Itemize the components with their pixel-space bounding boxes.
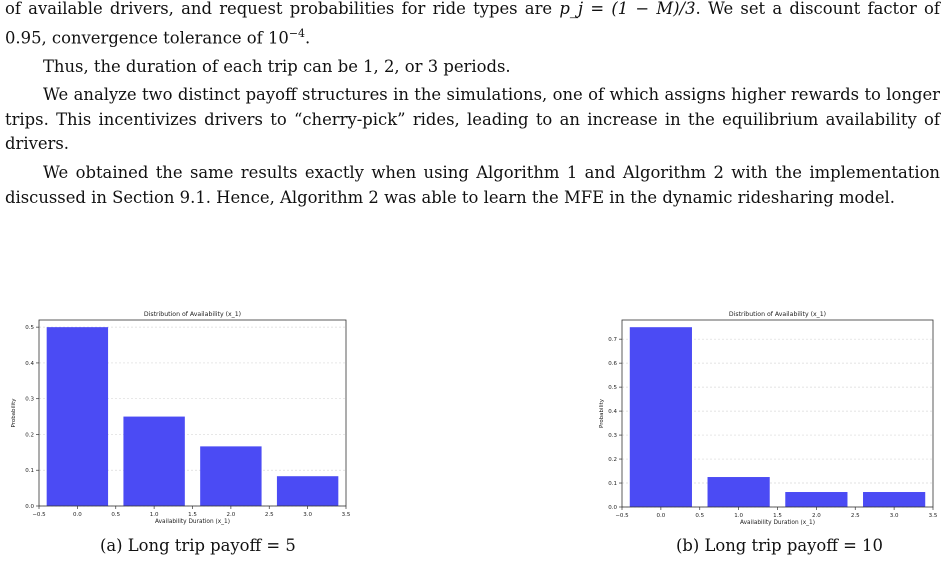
figure-a — [5, 306, 355, 532]
y-tick-label: 0.2 — [608, 457, 617, 464]
y-tick-label: 0.4 — [25, 360, 34, 367]
x-tick-label: 0.5 — [695, 513, 705, 519]
figure-a-caption: (a) Long trip payoff = 5 — [100, 536, 296, 555]
x-tick-label: 3.0 — [889, 513, 899, 519]
p1-text: of available drivers, and request probabilities for ride types are — [5, 0, 560, 18]
chart-title: Distribution of Availability (x_1) — [728, 311, 827, 318]
p1-tol-base: 10 — [267, 28, 289, 48]
p1-tol-exp: −4 — [288, 26, 306, 40]
x-tick-label: 3.5 — [341, 512, 351, 518]
paragraph-3: We analyze two distinct payoff structures in the simulations, one of which assigns higher rewards to longer trips. This incentivizes drivers to “cherry-pick” rides, leading to an increase in the equilibrium availability of drivers. — [5, 85, 940, 154]
figure-b-caption: (b) Long trip payoff = 10 — [676, 536, 883, 555]
x-tick-label: 1.0 — [734, 513, 743, 519]
x-axis-label: Availability Duration (x_1) — [740, 520, 815, 526]
bar — [863, 492, 925, 507]
y-tick-label: 0.6 — [608, 361, 617, 368]
figure-b — [594, 306, 942, 532]
y-tick-label: 0.1 — [608, 481, 617, 488]
chart-title: Distribution of Availability (x_1) — [143, 311, 242, 318]
x-tick-label: 0.0 — [656, 513, 666, 519]
y-tick-label: 0.3 — [608, 433, 617, 440]
x-tick-label: 2.0 — [812, 513, 821, 519]
x-tick-label: 1.5 — [773, 513, 782, 519]
bar — [708, 477, 770, 507]
p1-end: . — [305, 28, 311, 48]
y-tick-label: 0.4 — [608, 409, 617, 416]
bar — [785, 492, 847, 507]
bar — [277, 476, 338, 506]
paragraph-1 — [5, 0, 940, 51]
x-tick-label: 1.5 — [188, 512, 197, 518]
bar — [200, 446, 261, 506]
y-tick-label: 0.2 — [25, 432, 34, 439]
chart-a — [5, 306, 355, 528]
x-tick-label: 1.0 — [149, 512, 159, 518]
x-tick-label: 2.5 — [850, 513, 860, 519]
y-tick-label: 0.7 — [608, 337, 617, 344]
y-tick-label: 0.0 — [608, 505, 617, 511]
bar — [47, 327, 108, 506]
x-tick-label: −0.5 — [615, 513, 629, 519]
y-tick-label: 0.0 — [25, 504, 34, 510]
x-tick-label: 2.0 — [226, 512, 236, 518]
bar — [123, 417, 184, 506]
paragraph-2: Thus, the duration of each trip can be 1, 2, or 3 periods. — [43, 56, 511, 76]
y-tick-label: 0.3 — [25, 396, 34, 403]
bar — [630, 327, 692, 507]
y-tick-label: 0.1 — [25, 468, 34, 475]
paragraph-4: We obtained the same results exactly when using Algorithm 1 and Algorithm 2 with the implementation discussed in Section 9.1. Hence, Algorithm 2 was able to learn the MFE in the dynamic ridesharing model. — [5, 163, 940, 207]
y-axis-label: Probability — [599, 398, 605, 429]
x-tick-label: −0.5 — [32, 512, 46, 518]
body-text — [5, 0, 940, 214]
x-axis-label: Availability Duration (x_1) — [155, 519, 230, 525]
p1-math: p_j = (1 − M)/3 — [559, 0, 696, 18]
y-tick-label: 0.5 — [25, 325, 34, 332]
chart-b — [594, 306, 942, 528]
x-tick-label: 0.0 — [73, 512, 82, 518]
x-tick-label: 3.0 — [303, 512, 312, 518]
p1-text-end: . We set a discount factor of 0.95, convergence tolerance of — [5, 0, 940, 48]
x-tick-label: 3.5 — [928, 513, 938, 519]
y-tick-label: 0.5 — [608, 385, 617, 392]
y-axis-label: Probability — [11, 398, 17, 428]
x-tick-label: 2.5 — [264, 512, 274, 518]
x-tick-label: 0.5 — [111, 512, 121, 518]
